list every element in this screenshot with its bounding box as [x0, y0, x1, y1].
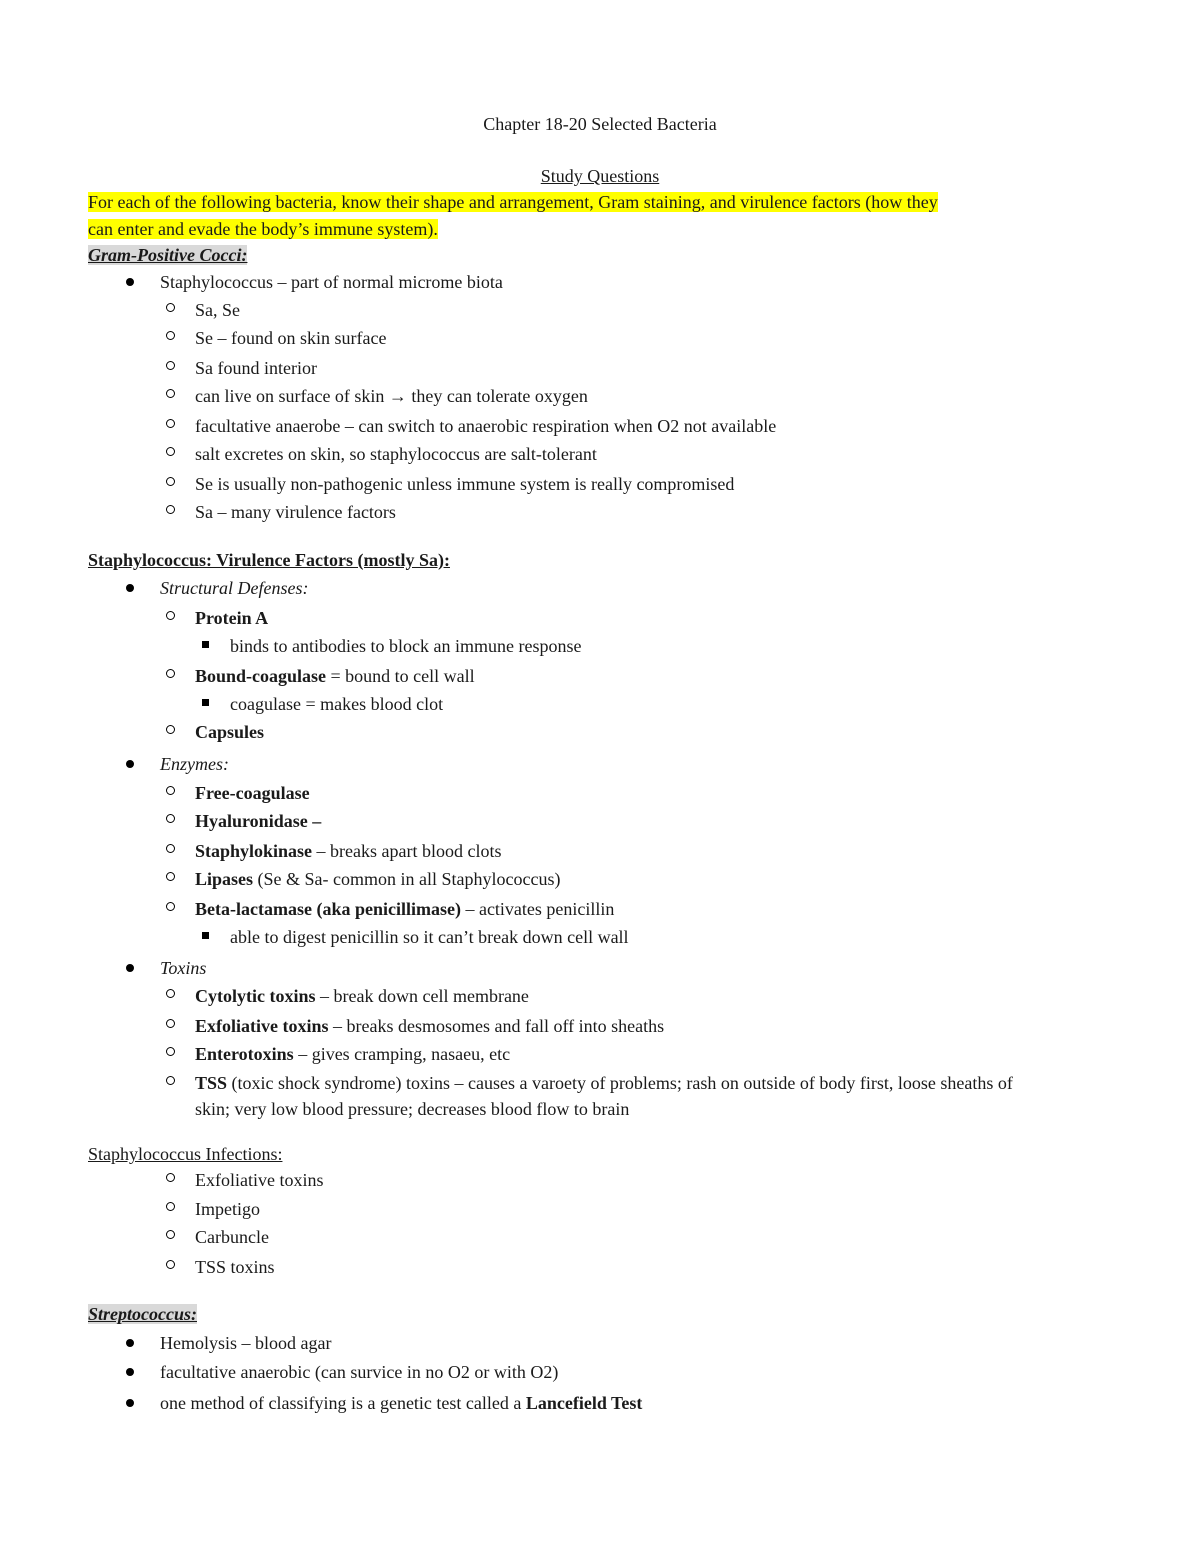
virulence-heading: Staphylococcus: Virulence Factors (mostly Sa): [88, 550, 450, 570]
subtitle: Study Questions [540, 166, 660, 186]
toxins-label: Toxins [160, 958, 207, 978]
list-item: Se – found on skin surface [195, 328, 387, 348]
list-item: Sa – many virulence factors [195, 502, 396, 522]
list-item: facultative anaerobic (can survice in no O2 or with O2) [160, 1362, 559, 1382]
structural-label: Structural Defenses: [160, 578, 309, 598]
document-title: Chapter 18-20 Selected Bacteria [483, 114, 717, 134]
square-bullet-icon [202, 641, 209, 648]
circle-bullet-icon [166, 1173, 175, 1182]
gram-positive-heading: Gram-Positive Cocci: [88, 245, 248, 265]
circle-bullet-icon [166, 786, 175, 795]
circle-bullet-icon [166, 303, 175, 312]
circle-bullet-icon [166, 1202, 175, 1211]
bound-coagulase-item: Bound-coagulase = bound to cell wall [195, 666, 475, 686]
protein-a: Protein A [195, 608, 269, 628]
circle-bullet-icon [166, 1076, 175, 1085]
hyaluronidase: Hyaluronidase – [195, 811, 322, 831]
circle-bullet-icon [166, 902, 175, 911]
circle-bullet-icon [166, 361, 175, 370]
circle-bullet-icon [166, 989, 175, 998]
enzymes-label: Enzymes: [160, 754, 229, 774]
coagulase-note: coagulase = makes blood clot [230, 694, 444, 714]
list-item: facultative anaerobe – can switch to anaerobic respiration when O2 not available [195, 416, 777, 436]
circle-bullet-icon [166, 611, 175, 620]
intro-line-2: can enter and evade the body’s immune system). [88, 219, 438, 239]
circle-bullet-icon [166, 725, 175, 734]
circle-bullet-icon [166, 1260, 175, 1269]
list-item: Hemolysis – blood agar [160, 1333, 332, 1353]
circle-bullet-icon [166, 872, 175, 881]
bullet-icon [126, 760, 134, 768]
list-item: TSS toxins [195, 1257, 275, 1277]
tss-item: TSS (toxic shock syndrome) toxins – causes a varoety of problems; rash on outside of body first, loose sheaths of [195, 1073, 1013, 1093]
lancefield-item: one method of classifying is a genetic test called a Lancefield Test [160, 1393, 643, 1413]
infections-heading: Staphylococcus Infections: [88, 1144, 283, 1164]
circle-bullet-icon [166, 505, 175, 514]
circle-bullet-icon [166, 447, 175, 456]
bullet-icon [126, 1368, 134, 1376]
circle-bullet-icon [166, 331, 175, 340]
list-item: Carbuncle [195, 1227, 269, 1247]
cytolytic-item: Cytolytic toxins – break down cell membrane [195, 986, 529, 1006]
bullet-icon [126, 1399, 134, 1407]
circle-bullet-icon [166, 1047, 175, 1056]
bullet-icon [126, 1339, 134, 1347]
bullet-icon [126, 584, 134, 592]
beta-lactamase-item: Beta-lactamase (aka penicillimase) – activates penicillin [195, 899, 615, 919]
tss-item-continued: skin; very low blood pressure; decreases blood flow to brain [195, 1099, 630, 1119]
circle-bullet-icon [166, 389, 175, 398]
circle-bullet-icon [166, 477, 175, 486]
free-coagulase: Free-coagulase [195, 783, 310, 803]
protein-a-note: binds to antibodies to block an immune response [230, 636, 582, 656]
list-item: Impetigo [195, 1199, 260, 1219]
exfoliative-item: Exfoliative toxins – breaks desmosomes and fall off into sheaths [195, 1016, 665, 1036]
intro-line-1: For each of the following bacteria, know their shape and arrangement, Gram staining, and virulence factors (how they [88, 192, 938, 212]
circle-bullet-icon [166, 669, 175, 678]
list-item: Sa found interior [195, 358, 317, 378]
list-item: Exfoliative toxins [195, 1170, 324, 1190]
circle-bullet-icon [166, 1230, 175, 1239]
lipases-item: Lipases (Se & Sa- common in all Staphylococcus) [195, 869, 561, 889]
enterotoxins-item: Enterotoxins – gives cramping, nasaeu, etc [195, 1044, 511, 1064]
circle-bullet-icon [166, 844, 175, 853]
bullet-icon [126, 278, 134, 286]
circle-bullet-icon [166, 1019, 175, 1028]
list-item: can live on surface of skin → they can tolerate oxygen [195, 386, 588, 406]
staph-item: Staphylococcus – part of normal microme biota [160, 272, 503, 292]
list-item: Se is usually non-pathogenic unless immune system is really compromised [195, 474, 735, 494]
square-bullet-icon [202, 699, 209, 706]
circle-bullet-icon [166, 814, 175, 823]
list-item: salt excretes on skin, so staphylococcus are salt-tolerant [195, 444, 597, 464]
capsules: Capsules [195, 722, 265, 742]
square-bullet-icon [202, 932, 209, 939]
beta-lactamase-note: able to digest penicillin so it can’t break down cell wall [230, 927, 629, 947]
staphylokinase-item: Staphylokinase – breaks apart blood clots [195, 841, 502, 861]
circle-bullet-icon [166, 419, 175, 428]
bullet-icon [126, 964, 134, 972]
streptococcus-heading: Streptococcus: [88, 1304, 197, 1324]
list-item: Sa, Se [195, 300, 240, 320]
